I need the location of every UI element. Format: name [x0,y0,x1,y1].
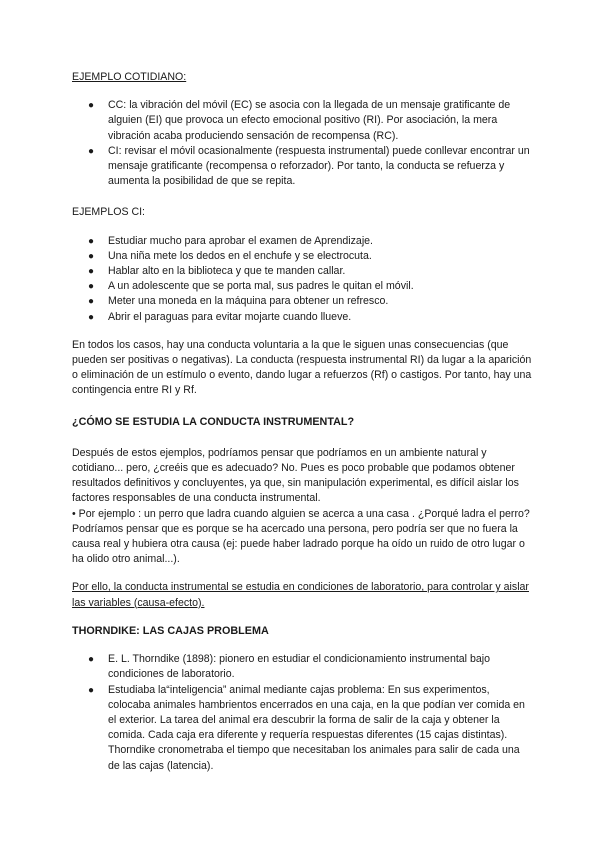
summary-paragraph: En todos los casos, hay una conducta voluntaria a la que le siguen unas consecuencias (que pueden ser positivas o negativas). La conducta (respuesta instrumental RI) da lugar a la aparición o eliminación de un estímulo o evento, dando lugar a refuerzos (Rf) o castigos. Por tanto, hay una contingencia entre RI y Rf. [72,338,532,397]
bullet-icon: ● [88,654,95,666]
heading-ejemplos-ci: EJEMPLOS CI: [72,206,145,219]
list-item: ● Estudiaba la“inteligencia” animal mediante cajas problema: En sus experimentos, colocaba animales hambrientos encerrados en una caja, en la que podían ver comida en el exterior. La tarea del animal era descubrir la forma de salir de la caja y obtener la comida. Cada caja era diferente y requería respuestas diferentes (15 cajas distintas). Thorndike cronometraba el tiempo que necesitaban los animales para salir de cada una de las cajas (latencia). [88,683,525,772]
bullet-icon: ● [88,266,95,278]
bullet-icon: ● [88,100,95,112]
list-ejemplo-cotidiano [72,98,532,189]
heading-como-se-estudia: ¿CÓMO SE ESTUDIA LA CONDUCTA INSTRUMENTAL? [72,415,355,428]
list-item: ● E. L. Thorndike (1898): pionero en estudiar el condicionamiento instrumental bajo condiciones de laboratorio. [88,653,490,681]
list-item: ● CI: revisar el móvil ocasionalmente (respuesta instrumental) puede conllevar encontrar un mensaje gratificante (recompensa o reforzador). Por tanto, la conducta se refuerza y aumenta la posibilidad de que se repita. [88,144,530,188]
bullet-icon: ● [88,145,95,157]
list-item: ● Abrir el paraguas para evitar mojarte cuando llueve. [72,310,532,325]
conclusion-paragraph: Por ello, la conducta instrumental se estudia en condiciones de laboratorio, para controlar y aislar las variables (causa-efecto). [72,581,529,609]
example-paragraph: • Por ejemplo : un perro que ladra cuando alguien se acerca a una casa . ¿Porqué ladra el perro? Podríamos pensar que es porque se ha acercado una persona, pero podría ser que no fuera la causa real y hubiera otra causa (ej: puede haber ladrado porque ha oído un ruido de otro lugar o ha olido otro animal...). [72,507,530,566]
list-ejemplos-ci [72,234,532,325]
list-item: ● Una niña mete los dedos en el enchufe y se electrocuta. [72,249,532,264]
list-item: ● Meter una moneda en la máquina para obtener un refresco. [72,294,532,309]
heading-thorndike: THORNDIKE: LAS CAJAS PROBLEMA [72,624,269,637]
bullet-icon: ● [88,684,95,696]
bullet-icon: ● [88,311,95,323]
bullet-icon: ● [88,235,95,247]
list-thorndike [72,652,532,774]
heading-ejemplo-cotidiano: EJEMPLO COTIDIANO: [72,71,187,83]
bullet-icon: ● [88,250,95,262]
bullet-icon: ● [88,296,95,308]
list-item: ● A un adolescente que se porta mal, sus padres le quitan el móvil. [72,279,532,294]
study-paragraph: Después de estos ejemplos, podríamos pensar que podríamos en un ambiente natural y cotidiano... pero, ¿creéis que es adecuado? No. Pues es poco probable que podamos obtener resultados definitivos y concluyentes, ya que, sin manipulación experimental, es difícil aislar los factores responsables de una conducta instrumental. [72,446,519,505]
list-item: ● Estudiar mucho para aprobar el examen de Aprendizaje. [72,234,532,249]
bullet-icon: ● [88,281,95,293]
list-item: ● Hablar alto en la biblioteca y que te manden callar. [72,264,532,279]
document-page [72,70,532,774]
list-item: ● CC: la vibración del móvil (EC) se asocia con la llegada de un mensaje gratificante de alguien (EI) que provoca un efecto emocional positivo (RI). Por asociación, la mera vibración acaba produciendo sensación de recompensa (RC). [88,99,511,142]
